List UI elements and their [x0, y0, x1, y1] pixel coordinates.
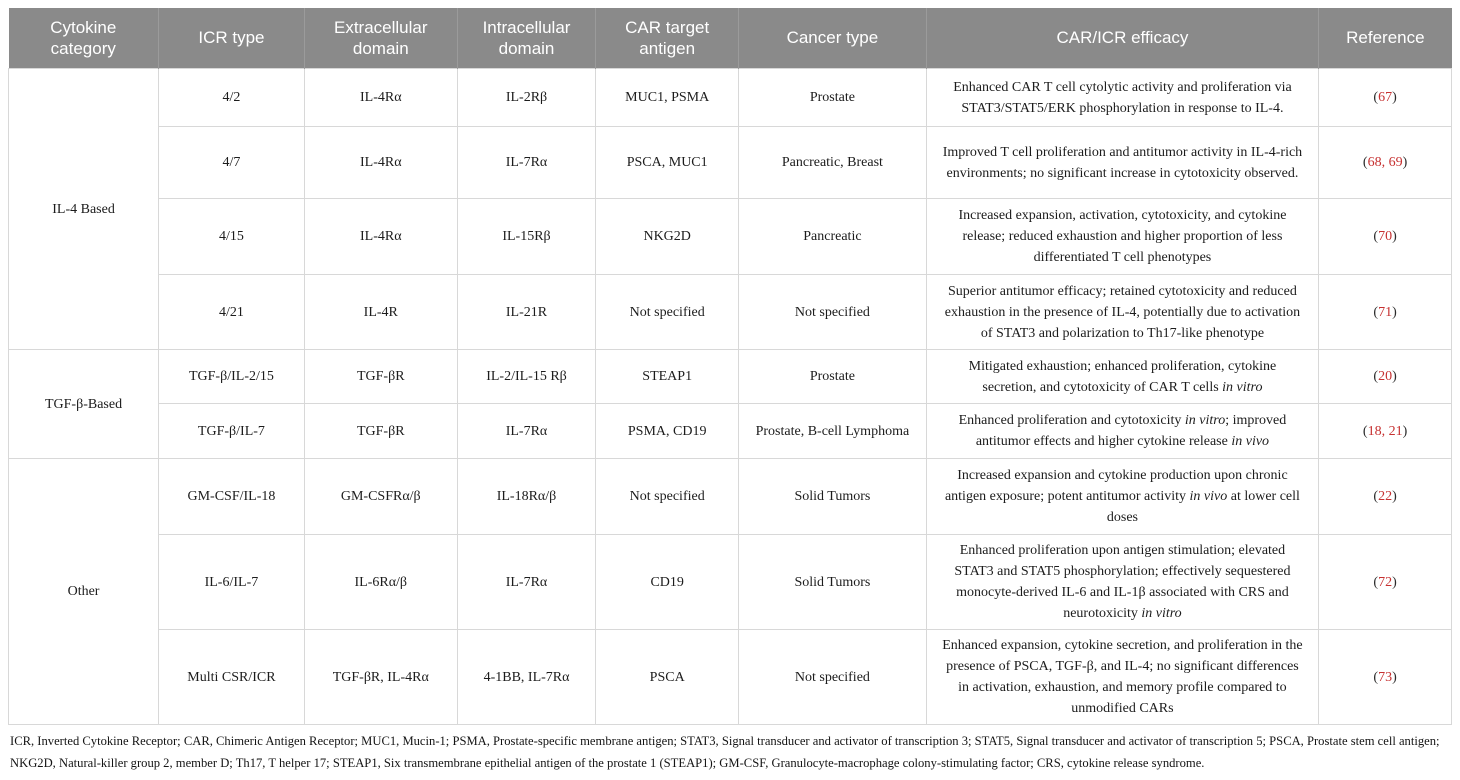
cell-car-target-antigen: Not specified	[596, 459, 739, 535]
cell-icr-type: IL-6/IL-7	[159, 535, 305, 630]
reference-link[interactable]: 71	[1378, 304, 1393, 320]
cell-icr-type: 4/21	[159, 275, 305, 350]
reference-link[interactable]: 69	[1388, 155, 1403, 170]
cell-intracellular-domain: IL-21R	[457, 275, 596, 350]
reference-group	[1378, 489, 1392, 504]
cell-icr-type: Multi CSR/ICR	[159, 630, 305, 725]
reference-link[interactable]: 73	[1378, 669, 1393, 685]
cell-extracellular-domain: IL-6Rα/β	[304, 535, 457, 630]
reference-group	[1378, 90, 1392, 105]
cell-car-target-antigen: STEAP1	[596, 350, 739, 404]
table-row	[9, 459, 1452, 535]
table-row	[9, 404, 1452, 459]
column-header-reference: Reference	[1319, 8, 1452, 69]
table-footnote: ICR, Inverted Cytokine Receptor; CAR, Chimeric Antigen Receptor; MUC1, Mucin-1; PSMA, Prostate-specific membrane antigen; STAT3, Signal transducer and activator of transcription 3; STAT5, Signal transducer and activator of transcription 5; PSCA, Prostate stem cell antigen; NKG2D, Natural-killer group 2, member D; Th17, T helper 17; STEAP1, Six transmembrane epithelial antigen of the prostate 1 (STEAP1); GM-CSF, Granulocyte-macrophage colony-stimulating factor; CRS, cytokine release syndrome.	[10, 734, 1440, 770]
cell-car-icr-efficacy: Enhanced CAR T cell cytolytic activity and proliferation via STAT3/STAT5/ERK phosphorylation in response to IL-4.	[926, 69, 1319, 127]
cell-reference: (67)	[1319, 69, 1452, 127]
cell-intracellular-domain: IL-2/IL-15 Rβ	[457, 350, 596, 404]
cell-intracellular-domain: IL-7Rα	[457, 404, 596, 459]
cell-icr-type: 4/2	[159, 69, 305, 127]
column-header-car-target-antigen: CAR target antigen	[596, 8, 739, 69]
reference-link[interactable]: 21	[1388, 423, 1403, 439]
reference-group	[1378, 575, 1392, 590]
reference-group: 18, 21	[1367, 423, 1403, 439]
cell-cancer-type: Not specified	[739, 630, 927, 725]
reference-link[interactable]: 68	[1367, 155, 1382, 170]
cell-cancer-type: Prostate	[739, 69, 927, 127]
reference-group	[1378, 369, 1392, 384]
cell-car-target-antigen: Not specified	[596, 275, 739, 350]
reference-link[interactable]: 72	[1378, 574, 1393, 590]
cell-car-icr-efficacy: Increased expansion, activation, cytotoxicity, and cytokine release; reduced exhaustion and higher proportion of less differentiated T cell phenotypes	[926, 199, 1319, 275]
table-row	[9, 275, 1452, 350]
reference-link[interactable]: 70	[1378, 229, 1393, 244]
cell-reference: (72)	[1319, 535, 1452, 630]
reference-link[interactable]: 22	[1378, 489, 1393, 504]
cell-car-icr-efficacy: Enhanced proliferation and cytotoxicity in vitro; improved antitumor effects and higher cytokine release in vivo	[926, 404, 1319, 459]
cell-cancer-type: Pancreatic	[739, 199, 927, 275]
cell-car-target-antigen: NKG2D	[596, 199, 739, 275]
table-body	[9, 69, 1452, 725]
table-row	[9, 535, 1452, 630]
cell-cancer-type: Solid Tumors	[739, 535, 927, 630]
column-header-car-icr-efficacy: CAR/ICR efficacy	[926, 8, 1319, 69]
cell-intracellular-domain: IL-7Rα	[457, 127, 596, 199]
cell-extracellular-domain: TGF-βR	[304, 350, 457, 404]
reference-link[interactable]: 20	[1378, 369, 1393, 384]
cell-car-icr-efficacy: Enhanced expansion, cytokine secretion, and proliferation in the presence of PSCA, TGF-β, and IL-4; no significant differences in activation, exhaustion, and memory profile compared to unmodified CARs	[926, 630, 1319, 725]
cell-car-icr-efficacy: Enhanced proliferation upon antigen stimulation; elevated STAT3 and STAT5 phosphorylation; effectively sequestered monocyte-derived IL-6 and IL-1β associated with CRS and neurotoxicity in vitro	[926, 535, 1319, 630]
cell-reference: (22)	[1319, 459, 1452, 535]
cell-intracellular-domain: IL-15Rβ	[457, 199, 596, 275]
cell-reference: (70)	[1319, 199, 1452, 275]
cell-car-icr-efficacy: Improved T cell proliferation and antitumor activity in IL-4-rich environments; no significant increase in cytotoxicity observed.	[926, 127, 1319, 199]
cell-extracellular-domain: IL-4R	[304, 275, 457, 350]
column-header-cancer-type: Cancer type	[739, 8, 927, 69]
cell-cancer-type: Solid Tumors	[739, 459, 927, 535]
cell-reference: (71)	[1319, 275, 1452, 350]
cell-car-target-antigen: CD19	[596, 535, 739, 630]
cell-car-target-antigen: PSCA, MUC1	[596, 127, 739, 199]
cell-intracellular-domain: 4-1BB, IL-7Rα	[457, 630, 596, 725]
cell-cytokine-category: TGF-β-Based	[9, 350, 159, 459]
column-header-extracellular-domain: Extracellular domain	[304, 8, 457, 69]
cell-cancer-type: Prostate	[739, 350, 927, 404]
table-row	[9, 69, 1452, 127]
column-header-icr-type: ICR type	[159, 8, 305, 69]
column-header-cytokine-category: Cytokine category	[9, 8, 159, 69]
reference-group	[1378, 229, 1392, 244]
cell-extracellular-domain: GM-CSFRα/β	[304, 459, 457, 535]
cell-icr-type: 4/7	[159, 127, 305, 199]
cell-icr-type: TGF-β/IL-2/15	[159, 350, 305, 404]
cell-icr-type: GM-CSF/IL-18	[159, 459, 305, 535]
cell-intracellular-domain: IL-7Rα	[457, 535, 596, 630]
table-row	[9, 127, 1452, 199]
cell-extracellular-domain: TGF-βR	[304, 404, 457, 459]
cell-car-icr-efficacy: Increased expansion and cytokine production upon chronic antigen exposure; potent antitumor activity in vivo at lower cell doses	[926, 459, 1319, 535]
cell-intracellular-domain: IL-2Rβ	[457, 69, 596, 127]
cell-cytokine-category: Other	[9, 459, 159, 725]
table-row	[9, 630, 1452, 725]
reference-group	[1378, 670, 1392, 685]
cell-intracellular-domain: IL-18Rα/β	[457, 459, 596, 535]
cell-reference: (18, 21)	[1319, 404, 1452, 459]
table-row	[9, 350, 1452, 404]
cell-cytokine-category: IL-4 Based	[9, 69, 159, 350]
cell-car-icr-efficacy: Superior antitumor efficacy; retained cytotoxicity and reduced exhaustion in the presence of IL-4, potentially due to activation of STAT3 and polarization to Th17-like phenotype	[926, 275, 1319, 350]
cell-cancer-type: Prostate, B-cell Lymphoma	[739, 404, 927, 459]
reference-link[interactable]: 67	[1378, 90, 1393, 105]
cell-extracellular-domain: TGF-βR, IL-4Rα	[304, 630, 457, 725]
cell-car-target-antigen: PSMA, CD19	[596, 404, 739, 459]
cell-car-target-antigen: MUC1, PSMA	[596, 69, 739, 127]
car-icr-efficacy-table	[8, 8, 1452, 725]
table-row	[9, 199, 1452, 275]
cell-car-icr-efficacy: Mitigated exhaustion; enhanced proliferation, cytokine secretion, and cytotoxicity of CAR T cells in vitro	[926, 350, 1319, 404]
cell-icr-type: 4/15	[159, 199, 305, 275]
cell-reference: (68, 69)	[1319, 127, 1452, 199]
header-row	[9, 8, 1452, 69]
column-header-intracellular-domain: Intracellular domain	[457, 8, 596, 69]
cell-extracellular-domain: IL-4Rα	[304, 69, 457, 127]
cell-extracellular-domain: IL-4Rα	[304, 199, 457, 275]
cell-car-target-antigen: PSCA	[596, 630, 739, 725]
cell-extracellular-domain: IL-4Rα	[304, 127, 457, 199]
cell-icr-type: TGF-β/IL-7	[159, 404, 305, 459]
cell-reference: (20)	[1319, 350, 1452, 404]
reference-group: 68, 69	[1367, 155, 1403, 170]
reference-link[interactable]: 18	[1367, 423, 1382, 439]
cell-cancer-type: Pancreatic, Breast	[739, 127, 927, 199]
cell-cancer-type: Not specified	[739, 275, 927, 350]
reference-group	[1378, 305, 1392, 320]
cell-reference: (73)	[1319, 630, 1452, 725]
table-header	[9, 8, 1452, 69]
